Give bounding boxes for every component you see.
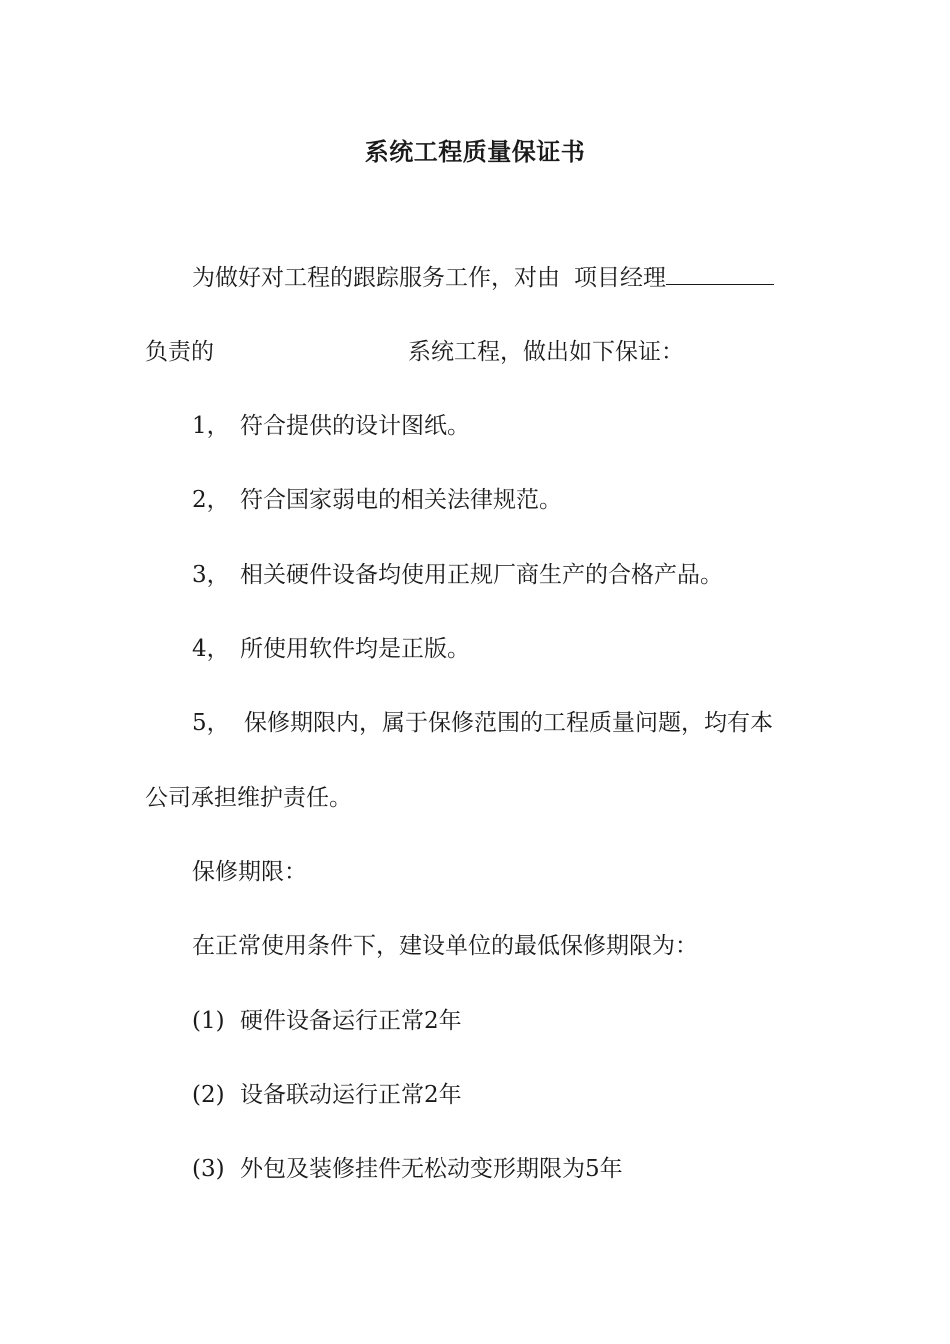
warranty-item-text: 设备联动运行正常2年 (240, 1082, 462, 1108)
list-item (192, 484, 562, 516)
item-continuation: 公司承担维护责任。 (145, 785, 352, 811)
list-item (192, 633, 470, 665)
list-item (192, 707, 773, 739)
item-text: 所使用软件均是正版。 (240, 636, 470, 662)
intro-line-2 (145, 336, 684, 368)
intro-text-d: 系统工程，做出如下保证： (408, 339, 684, 365)
item-number: 5， (192, 710, 230, 736)
warranty-item-number: (2) (192, 1082, 225, 1108)
intro-text-a: 为做好对工程的跟踪服务工作，对由 (192, 265, 560, 291)
document-title: 系统工程质量保证书 (364, 137, 586, 166)
warranty-item (192, 1005, 462, 1037)
intro-text-b: 项目经理 (574, 265, 666, 291)
project-manager-blank (666, 262, 774, 285)
warranty-item-number: (1) (192, 1008, 225, 1034)
warranty-item (192, 1079, 462, 1111)
warranty-heading: 保修期限： (192, 859, 307, 885)
item-number: 4， (192, 636, 230, 662)
item-number: 1， (192, 413, 230, 439)
intro-line-1 (192, 262, 774, 294)
item-text: 保修期限内，属于保修范围的工程质量问题，均有本 (244, 710, 773, 736)
item-text: 符合提供的设计图纸。 (240, 413, 470, 439)
warranty-item (192, 1153, 623, 1185)
item-text: 符合国家弱电的相关法律规范。 (240, 487, 562, 513)
warranty-item-text: 硬件设备运行正常2年 (240, 1008, 462, 1034)
item-number: 2， (192, 487, 230, 513)
warranty-intro: 在正常使用条件下，建设单位的最低保修期限为： (192, 933, 698, 959)
list-item (192, 410, 470, 442)
list-item (192, 559, 723, 591)
item-number: 3， (192, 562, 230, 588)
item-text: 相关硬件设备均使用正规厂商生产的合格产品。 (240, 562, 723, 588)
warranty-item-number: (3) (192, 1156, 225, 1182)
intro-text-c: 负责的 (145, 339, 214, 365)
warranty-item-text: 外包及装修挂件无松动变形期限为5年 (240, 1156, 623, 1182)
